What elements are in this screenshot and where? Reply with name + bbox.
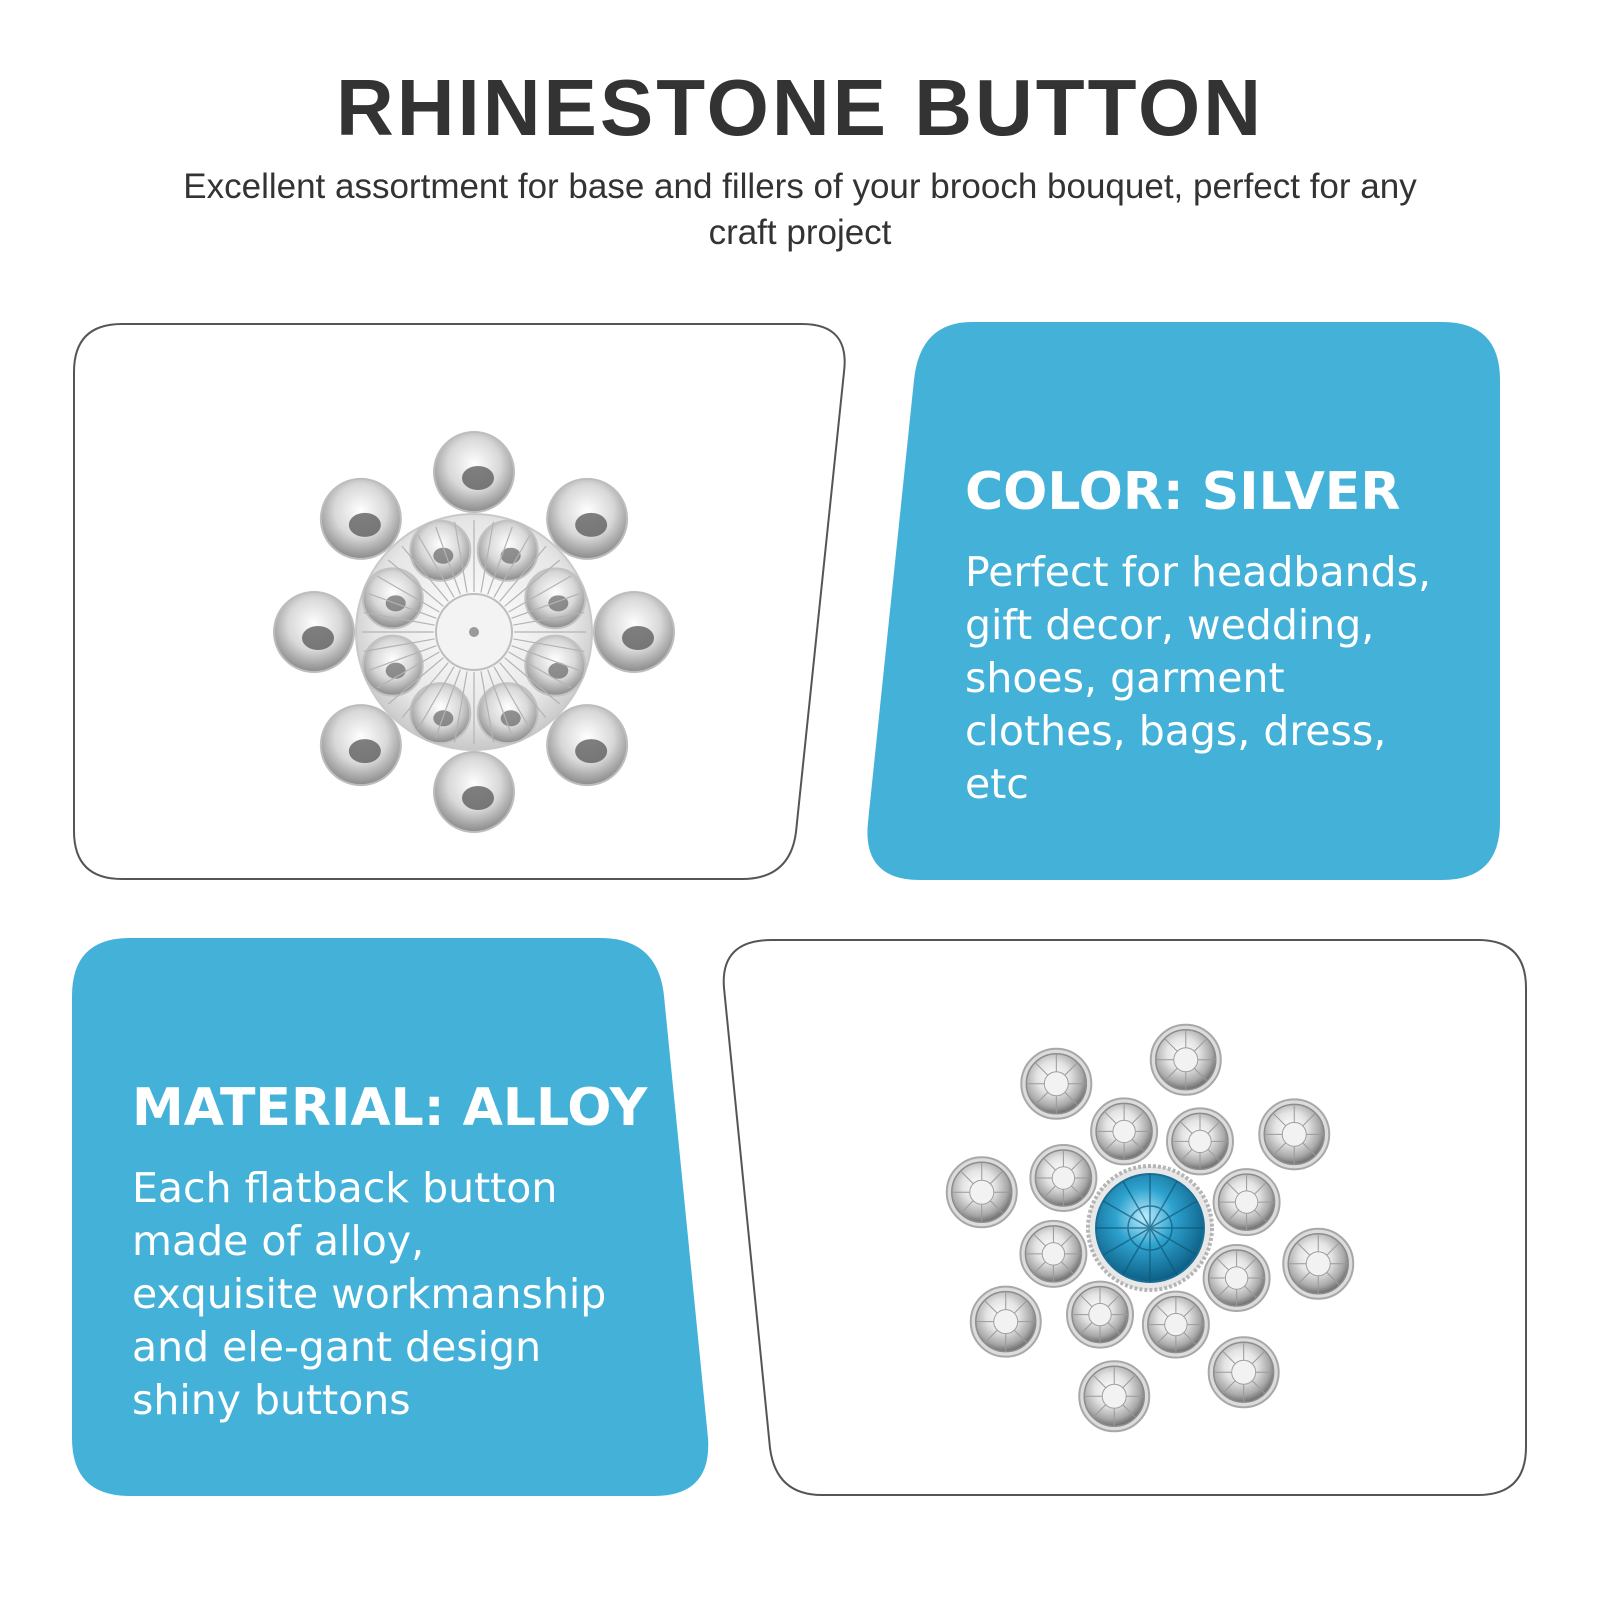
product-front-image-panel (722, 938, 1530, 1498)
color-description: Perfect for headbands, gift decor, wedding, shoes, garment clothes, bags, dress, etc (965, 548, 1431, 808)
silver-snowflake-button-back-image (264, 422, 684, 842)
material-heading: MATERIAL: ALLOY (132, 1078, 648, 1138)
color-feature-panel (862, 322, 1502, 882)
material-description: Each flatback button made of alloy, exquisite workmanship and ele-gant design shiny buttons (132, 1164, 607, 1424)
page-title: RHINESTONE BUTTON (335, 63, 1265, 152)
color-heading: COLOR: SILVER (965, 462, 1401, 522)
page-subtitle: Excellent assortment for base and fillers of your brooch bouquet, perfect for any craft project (183, 167, 1417, 252)
product-back-image-panel (72, 322, 852, 882)
rhinestone-snowflake-button-image (940, 1018, 1360, 1438)
material-feature-panel (72, 938, 712, 1498)
